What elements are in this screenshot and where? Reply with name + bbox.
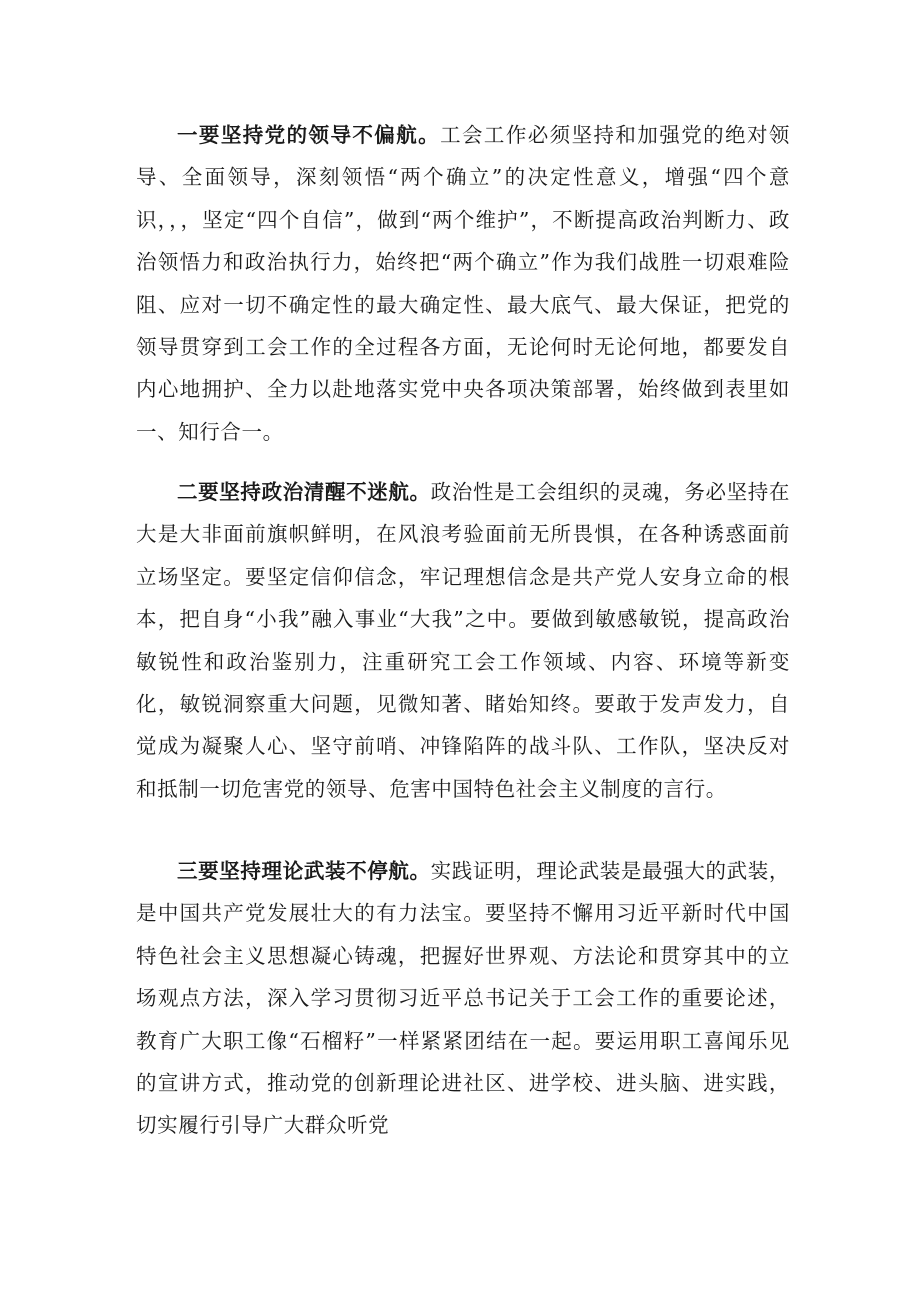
paragraph-lead: 一要坚持党的领导不偏航。 xyxy=(177,123,441,147)
paragraph-party-leadership xyxy=(136,114,790,453)
paragraph-body: 实践证明，理论武装是最强大的武装，是中国共产党发展壮大的有力法宝。要坚持不懈用习近平新时代中国特色社会主义思想凝心铸魂，把握好世界观、方法论和贯穿其中的立场观点方法，深入学习贯彻习近平总书记关于工会工作的重要论述，教育广大职工像“石榴籽”一样紧紧团结在一起。要运用职工喜闻乐见的宣讲方式，推动党的创新理论进社区、进学校、进头脑、进实践，切实履行引导广大群众听党 xyxy=(136,859,790,1138)
paragraph-body: 政治性是工会组织的灵魂，务必坚持在大是大非面前旗帜鲜明，在风浪考验面前无所畏惧，在各种诱惑面前立场坚定。要坚定信仰信念，牢记理想信念是共产党人安身立命的根本，把自身“小我”融入事业“大我”之中。要做到敏感敏锐，提高政治敏锐性和政治鉴别力，注重研究工会工作领域、内容、环境等新变化，敏锐洞察重大问题，见微知著、睹始知终。要敢于发声发力，自觉成为凝聚人心、坚守前哨、冲锋陷阵的战斗队、工作队，坚决反对和抵制一切危害党的领导、危害中国特色社会主义制度的言行。 xyxy=(136,480,790,801)
paragraph-lead: 三要坚持理论武装不停航。 xyxy=(177,859,431,883)
paragraph-body: 工会工作必须坚持和加强党的绝对领导、全面领导，深刻领悟“两个确立”的决定性意义，增强“四个意识，，，坚定“四个自信”，做到“两个维护”，不断提高政治判断力、政治领悟力和政治执行力，始终把“两个确立”作为我们战胜一切艰难险阻、应对一切不确定性的最大确定性、最大底气、最大保证，把党的领导贯穿到工会工作的全过程各方面，无论何时无论何地，都要发自内心地拥护、全力以赴地落实党中央各项决策部署，始终做到表里如一、知行合一。 xyxy=(136,123,790,444)
paragraph-political-clarity xyxy=(136,471,790,810)
paragraph-lead: 二要坚持政治清醒不迷航。 xyxy=(177,480,431,504)
paragraph-theoretical-armament xyxy=(136,850,790,1147)
